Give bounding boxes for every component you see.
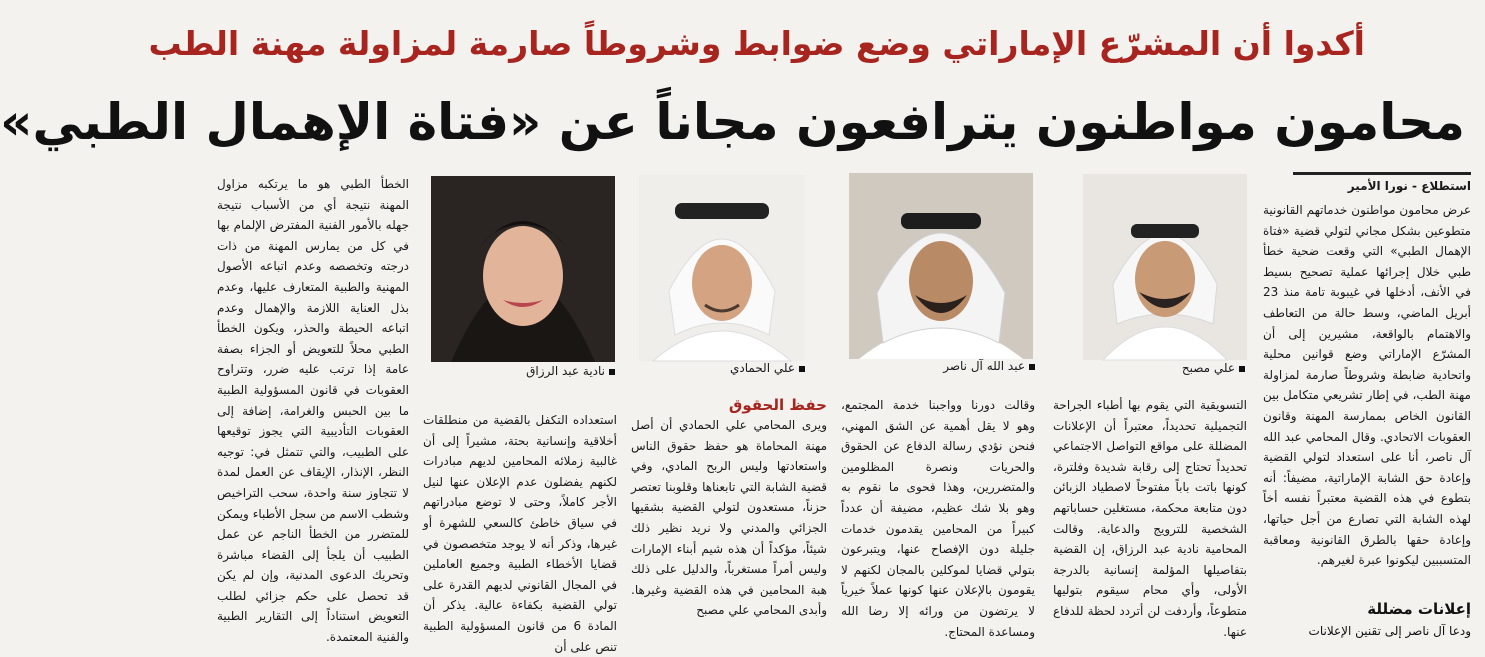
- caption-abdullah: عبد الله آل ناصر: [895, 358, 1035, 374]
- article-column-2: [1053, 395, 1247, 645]
- column-5-text: استعداده التكفل بالقضية من منطلقات أخلاقية وإنسانية بحتة، مشيراً إلى أن غالبية زملائه المحامين لديهم مبادرات لكنهم يفضلون عدم الإعلان عنها لنيل الأجر كاملاً، وحتى لا توضع مبادراتهم في سياق خاطئ كالسعي للشهرة أو غيرها، وذكر أنه لا يوجد متخصصون في قضايا الأخطاء الطبية وجميع العاملين في المجال القانوني لديهم القدرة على تولي القضية بكفاءة عالية. يذكر أن المادة 6 من قانون المسؤولية الطبية تنص على أن: [423, 413, 617, 654]
- portrait-icon: [431, 176, 615, 362]
- subhead-misleading-ads-text: ودعا آل ناصر إلى تقنين الإعلانات: [1308, 624, 1471, 638]
- subhead-preserving-rights: حفظ الحقوق: [728, 396, 827, 414]
- kicker-headline: أكدوا أن المشرّع الإماراتي وضع ضوابط وشروطاً صارمة لمزاولة مهنة الطب: [148, 24, 1365, 63]
- photo-ali-musabbeh: [1083, 174, 1247, 360]
- caption-ali-hammadi: علي الحمادي: [675, 360, 805, 376]
- caption-bullet-icon: [1239, 366, 1245, 372]
- portrait-icon: [639, 175, 805, 361]
- column-1-text: عرض محامون مواطنون خدماتهم القانونية متطوعين بشكل مجاني لتولي قضية «فتاة الإهمال الطبي» التي وقعت ضحية خطأ طبي خلال إجرائها عملية تصحيح بسيط في الأنف، أدخلها في غيبوبة تامة منذ 23 أبريل الماضي، وسط حالة من التعاطف والاهتمام بالواقعة، مشيرين إلى أن المشرّع الإماراتي وضع قوانين محلية واتحادية ضابطة وشروطاً صارمة لمزاولة مهنة الطب، في إطار تشريعي متكامل بين القانون الخاص بممارسة المهنة وقانون العقوبات الاتحادي. وقال المحامي عبد الله آل ناصر، أنا على استعداد لتولي القضية وإعادة حق الشابة الإماراتية، مضيفاً: أنه بتطوع في هذه القضية معتبراً نفسه أخاً لهذه الشابة التي تصارع من أجل حياتها، وإعادة حقها بالطرق القانونية ومعاقبة المتسببين ليكونوا عبرة لغيرهم.: [1263, 203, 1471, 568]
- portrait-icon: [849, 173, 1033, 359]
- caption-ali-musabbeh: علي مصبح: [1105, 360, 1245, 376]
- caption-nadia: نادية عبد الرزاق: [505, 363, 615, 379]
- caption-bullet-icon: [609, 369, 615, 375]
- column-6-text: الخطأ الطبي هو ما يرتكبه مزاول المهنة نتيجة أي من الأسباب نتيجة جهله بالأمور الفنية المفترض الإلمام بها في كل من يمارس المهنة من ذات درجته وتخصصه وعدم اتباعه الأصول المهنية والطبية المتعارف عليها، وعدم بذل العناية اللازمة والإهمال وعدم اتباعه الحيطة والحذر، ويكون الخطأ الطبي محلاً للتعويض أو الجزاء بصفة عامة إذا ترتب عليه ضرر، وتتراوح العقوبات في قانون المسؤولية الطبية ما بين الحبس والغرامة، إضافة إلى العقوبات التأديبية التي يجوز توقيعها على الطبيب، والتي تتمثل في: توجيه النظر، الإنذار، الإيقاف عن العمل لمدة لا تتجاوز سنة واحدة، سحب التراخيص وشطب الاسم من سجل الأطباء ويمكن للمتضرر من الخطأ الناجم عن عمل الطبيب أن يلجأ إلى القضاء مباشرة وتحريك الدعوى المدنية، وإن لم يكن قد تحصل على حكم جزائي لطلب التعويض استناداً إلى التقارير الطبية والفنية المعتمدة.: [217, 177, 409, 645]
- caption-bullet-icon: [799, 366, 805, 372]
- article-column-4: [631, 395, 827, 645]
- main-headline: محامون مواطنون يترافعون مجاناً عن «فتاة الإهمال الطبي»: [0, 93, 1465, 151]
- article-column-6: [217, 174, 409, 644]
- byline: استطلاع - نورا الأمير: [1293, 172, 1471, 197]
- subhead-misleading-ads: إعلانات مضللة: [1367, 600, 1471, 618]
- photo-ali-hammadi: [639, 175, 805, 361]
- photo-nadia: [431, 176, 615, 362]
- article-column-5: [423, 410, 617, 654]
- article-column-3: [841, 395, 1035, 645]
- caption-bullet-icon: [1029, 364, 1035, 370]
- column-3-text: وقالت دورنا وواجبنا خدمة المجتمع، وهو لا يقل أهمية عن الشق المهني، فنحن نؤدي رسالة الدفاع عن الحقوق والحريات ونصرة المظلومين والمتضررين، وهذا فحوى ما نقوم به وهو بلا شك عظيم، مضيفة أن عدداً كبيراً من المحامين يقدمون خدمات جليلة دون الإفصاح عنها، ويتبرعون بتولي قضايا لموكلين بالمجان لكنهم لا يقومون بالإعلان عنها كونها عملاً خيرياً لا يرتضون من ورائه إلا رضا الله ومساعدة المحتاج.: [841, 398, 1035, 639]
- photo-abdullah: [849, 173, 1033, 359]
- column-4-text: ويرى المحامي علي الحمادي أن أصل مهنة المحاماة هو حفظ حقوق الناس واستعادتها وليس الربح المادي، وفي قضية الشابة التي تابعناها وقلوبنا تعتصر حزناً، مستعدون لتولي القضية بشقيها الجزائي والمدني ولا نريد نظير ذلك شيئاً، مؤكداً أن هذه شيم أبناء الإمارات وليس أمراً مستغرباً، والدليل على ذلك هبة المحامين في هذه القضية وغيرها. وأبدى المحامي علي مصبح: [631, 418, 827, 618]
- article-column-1: [1263, 200, 1471, 600]
- portrait-icon: [1083, 174, 1247, 360]
- column-2-text: التسويقية التي يقوم بها أطباء الجراحة التجميلية تحديداً، معتبراً أن الإعلانات المضللة على مواقع التواصل الاجتماعي تحديداً تحتاج إلى رقابة شديدة وفلترة، كونها باتت باباً مفتوحاً لاصطياد الزبائن دون متابعة محكمة، مستغلين حساباتهم الشخصية للترويج والدعاية. وقالت المحامية نادية عبد الرزاق، إن القضية بتفاصيلها المؤلمة إنسانية بالدرجة الأولى، وأي محام سيقوم بتوليها متطوعاً، وأردفت لن أتردد لحظة للدفاع عنها.: [1053, 398, 1247, 639]
